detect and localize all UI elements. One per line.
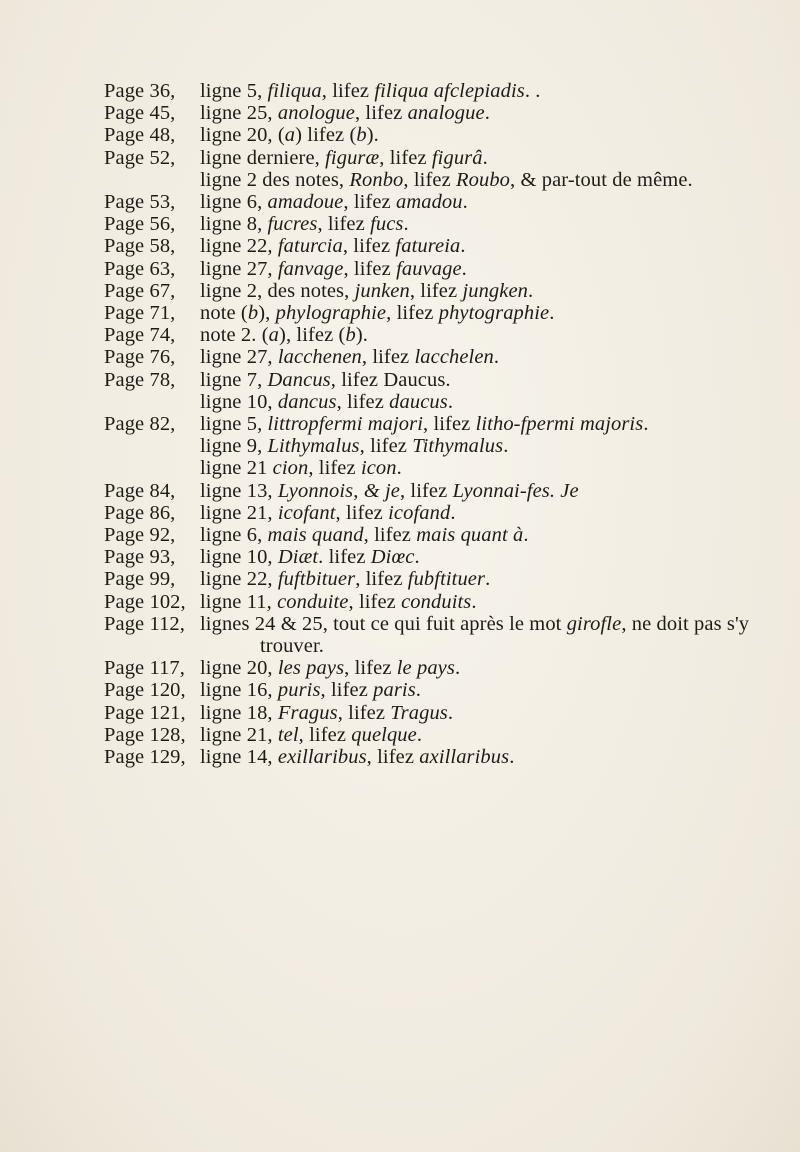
italic-term: a: [268, 324, 280, 347]
page-reference: Page 120,: [104, 679, 186, 702]
correction-text: ligne 14,: [200, 746, 278, 769]
errata-entry: [104, 657, 764, 679]
correction-line: [200, 724, 764, 746]
italic-term: figuræ: [325, 146, 380, 169]
correction-text: , lifez: [344, 657, 397, 680]
correction-text: , lifez: [343, 191, 396, 214]
page-reference: Page 48,: [104, 124, 176, 147]
correction-text: .: [503, 435, 509, 458]
page-reference: Page 63,: [104, 257, 176, 280]
italic-term: Tragus: [390, 701, 448, 724]
errata-entry: [104, 480, 764, 502]
correction-line: [200, 302, 764, 324]
correction-text: , lifez: [342, 235, 396, 258]
correction-text: lignes 24 & 25, tout ce qui fuit après le mot: [200, 612, 567, 635]
correction-text: ligne 20,: [200, 657, 278, 680]
correction-lines: [200, 324, 764, 346]
correction-line: [200, 546, 764, 568]
correction-text: .: [415, 679, 422, 702]
correction-text: .: [396, 457, 402, 480]
correction-text: .: [447, 390, 454, 413]
correction-text: ligne 21,: [200, 723, 278, 746]
correction-text: ligne 10,: [200, 390, 278, 413]
correction-lines: [200, 746, 764, 768]
correction-text: , lifez: [363, 524, 417, 547]
correction-text: , lifez: [386, 302, 439, 325]
page-reference: Page 117,: [104, 657, 185, 680]
correction-text: ligne 27,: [200, 346, 278, 369]
page-reference: Page 112,: [104, 612, 185, 635]
errata-entry: [104, 346, 764, 368]
page-reference: Page 74,: [104, 324, 176, 347]
page-reference: Page 99,: [104, 568, 176, 591]
correction-text: .: [460, 235, 466, 258]
correction-line: [200, 191, 764, 213]
italic-term: conduits: [401, 590, 472, 613]
page-reference: Page 84,: [104, 479, 176, 502]
correction-text: ).: [355, 324, 368, 347]
italic-term: filiqua afclepiadis: [374, 80, 525, 102]
errata-entry: [104, 546, 764, 568]
page-reference: Page 86,: [104, 501, 176, 524]
italic-term: fauvage: [396, 257, 462, 280]
errata-entry: [104, 302, 764, 324]
italic-term: Ronbo: [349, 168, 404, 191]
correction-text: ligne 13,: [200, 479, 278, 502]
correction-lines: [200, 124, 764, 146]
italic-term: Diæt: [277, 546, 319, 569]
correction-text: , lifez: [354, 102, 408, 125]
italic-term: amadoue: [267, 191, 344, 214]
italic-term: fucs: [370, 213, 404, 236]
correction-lines: [200, 702, 764, 724]
correction-text: , lifez: [423, 413, 476, 436]
correction-lines: [200, 724, 764, 746]
errata-entry: [104, 324, 764, 346]
correction-text: . lifez: [318, 546, 371, 569]
errata-entry: [104, 124, 764, 146]
correction-text: ligne 8,: [200, 213, 268, 236]
italic-term: paris: [373, 679, 416, 702]
correction-lines: [200, 524, 764, 546]
correction-lines: [200, 568, 764, 590]
italic-term: les pays: [277, 657, 345, 680]
correction-text: ),: [258, 302, 276, 325]
correction-line: [200, 524, 764, 546]
correction-text: ligne 11,: [200, 590, 278, 613]
page-reference: Page 128,: [104, 723, 186, 746]
correction-lines: [200, 147, 764, 191]
errata-entry: [104, 702, 764, 724]
page-reference: Page 76,: [104, 346, 176, 369]
correction-line: [200, 502, 764, 524]
errata-entry: [104, 80, 764, 102]
correction-line: [200, 391, 764, 413]
page-reference: Page 121,: [104, 701, 186, 724]
correction-line: [200, 369, 764, 391]
correction-text: , lifez: [320, 679, 374, 702]
correction-text: , lifez: [336, 390, 390, 413]
correction-text: . .: [524, 80, 541, 102]
correction-text: ligne 20, (: [200, 124, 285, 147]
correction-text: .: [509, 746, 515, 769]
italic-term: mais quand: [267, 524, 364, 547]
correction-line: [200, 346, 764, 368]
errata-entry: [104, 591, 764, 613]
errata-entry: [104, 568, 764, 590]
correction-text: , lifez: [379, 146, 432, 169]
correction-line: [200, 147, 764, 169]
italic-term: fuftbituer: [277, 568, 356, 591]
italic-term: le pays: [396, 657, 455, 680]
correction-lines: [200, 679, 764, 701]
errata-entry: [104, 147, 764, 191]
correction-lines: [200, 369, 764, 413]
correction-line: [200, 568, 764, 590]
page-reference: Page 93,: [104, 546, 176, 569]
correction-text: ligne 16,: [200, 679, 278, 702]
italic-term: dancus: [277, 390, 337, 413]
correction-text: , lifez: [355, 568, 408, 591]
italic-term: quelque: [351, 723, 417, 746]
correction-line: [200, 280, 764, 302]
correction-lines: [200, 591, 764, 613]
italic-term: Diœc: [370, 546, 415, 569]
correction-text: , lifez: [321, 80, 375, 102]
correction-line: [200, 413, 764, 435]
correction-text: ), lifez (: [279, 324, 346, 347]
correction-line: [200, 679, 764, 701]
correction-text: ligne 21: [200, 457, 273, 480]
correction-text: , lifez: [348, 590, 402, 613]
correction-text: note (: [200, 302, 248, 325]
correction-text: , lifez: [399, 479, 453, 502]
correction-line: [200, 169, 764, 191]
errata-list: [104, 80, 764, 768]
correction-text: , lifez: [335, 501, 389, 524]
italic-term: Fragus: [277, 701, 338, 724]
errata-entry: [104, 679, 764, 701]
page-reference: Page 129,: [104, 746, 186, 769]
correction-line: [200, 746, 764, 768]
correction-lines: [200, 613, 764, 657]
correction-text: ligne 22,: [200, 568, 278, 591]
italic-term: b: [345, 324, 356, 347]
italic-term: anologue: [277, 102, 355, 125]
correction-lines: [200, 235, 764, 257]
correction-text: ligne 6,: [200, 524, 268, 547]
correction-line: [200, 591, 764, 613]
correction-text: ligne 5,: [200, 413, 268, 436]
correction-lines: [200, 102, 764, 124]
page-reference: Page 71,: [104, 302, 176, 325]
italic-term: filiqua: [267, 80, 322, 102]
italic-term: fubftituer: [407, 568, 486, 591]
correction-lines: [200, 546, 764, 568]
correction-lines: [200, 657, 764, 679]
italic-term: lacchelen: [414, 346, 494, 369]
correction-line: [200, 258, 764, 280]
correction-text: ).: [366, 124, 379, 147]
correction-lines: [200, 280, 764, 302]
correction-line: [200, 213, 764, 235]
correction-text: ligne 2, des notes,: [200, 279, 355, 302]
correction-line: [200, 613, 764, 657]
italic-term: fanvage: [277, 257, 344, 280]
correction-text: , lifez: [337, 701, 391, 724]
page-reference: Page 102,: [104, 590, 186, 613]
italic-term: icofand: [388, 501, 451, 524]
italic-term: amadou: [395, 191, 463, 214]
italic-term: Tithymalus: [412, 435, 504, 458]
correction-text: , lifez: [366, 746, 420, 769]
correction-text: note 2. (: [200, 324, 269, 347]
correction-text: .: [549, 302, 555, 325]
correction-text: .: [493, 346, 500, 369]
italic-term: tel: [277, 723, 299, 746]
correction-text: .: [485, 568, 491, 591]
correction-text: .: [523, 524, 529, 547]
italic-term: fatureia: [395, 235, 461, 258]
correction-lines: [200, 80, 764, 102]
correction-text: .: [462, 191, 468, 214]
correction-text: ) lifez (: [295, 124, 357, 147]
errata-entry: [104, 213, 764, 235]
correction-text: .: [416, 723, 423, 746]
italic-term: & je: [363, 479, 400, 502]
correction-text: .: [461, 257, 467, 280]
page-reference: Page 58,: [104, 235, 176, 258]
italic-term: a: [284, 124, 296, 147]
italic-term: Roubo: [456, 168, 511, 191]
correction-text: ligne 22,: [200, 235, 278, 258]
correction-text: ligne 10,: [200, 546, 278, 569]
correction-text: .: [447, 701, 454, 724]
italic-term: Dancus: [267, 368, 331, 391]
errata-entry: [104, 413, 764, 480]
italic-term: daucus: [389, 390, 448, 413]
correction-text: , lifez: [359, 435, 413, 458]
italic-term: analogue: [407, 102, 485, 125]
errata-entry: [104, 502, 764, 524]
correction-line: [200, 480, 764, 502]
correction-text: .: [482, 146, 488, 169]
italic-term: cion: [272, 457, 309, 480]
italic-term: fucres: [267, 213, 318, 236]
errata-entry: [104, 524, 764, 546]
correction-line: [200, 702, 764, 724]
errata-entry: [104, 724, 764, 746]
correction-line: [200, 80, 764, 102]
correction-text: .: [450, 501, 456, 524]
correction-lines: [200, 480, 764, 502]
errata-entry: [104, 613, 764, 657]
italic-term: Lyonnai-fes. Je: [452, 479, 579, 502]
correction-text: ligne 25,: [200, 102, 278, 125]
correction-text: , lifez: [403, 168, 456, 191]
italic-term: b: [247, 302, 259, 325]
correction-text: ligne 7,: [200, 368, 268, 391]
italic-term: litho-fpermi majoris: [475, 413, 644, 436]
page-reference: Page 36,: [104, 80, 176, 102]
correction-text: , lifez: [361, 346, 415, 369]
page-reference: Page 78,: [104, 368, 176, 391]
correction-text: , lifez: [343, 257, 397, 280]
italic-term: icon: [360, 457, 397, 480]
italic-term: littropfermi majori: [267, 413, 423, 436]
errata-entry: [104, 369, 764, 413]
italic-term: puris: [277, 679, 321, 702]
italic-term: lacchenen: [277, 346, 362, 369]
correction-lines: [200, 502, 764, 524]
correction-text: ligne 2 des notes,: [200, 168, 350, 191]
correction-text: .: [484, 102, 490, 125]
correction-lines: [200, 346, 764, 368]
correction-text: ,: [353, 479, 364, 502]
correction-text: , lifez: [409, 279, 463, 302]
correction-text: ligne 5,: [200, 80, 268, 102]
correction-text: , lifez: [317, 213, 371, 236]
italic-term: mais quant à: [416, 524, 524, 547]
page-reference: Page 53,: [104, 191, 176, 214]
correction-line: [200, 124, 764, 146]
errata-entry: [104, 258, 764, 280]
correction-text: .: [471, 590, 477, 613]
correction-text: ligne 18,: [200, 701, 278, 724]
correction-text: ligne derniere,: [200, 146, 326, 169]
italic-term: phytographie: [438, 302, 550, 325]
correction-text: .: [403, 213, 409, 236]
italic-term: jungken: [462, 279, 529, 302]
correction-text: , lifez: [298, 723, 352, 746]
correction-text: ligne 9,: [200, 435, 268, 458]
correction-line: [200, 657, 764, 679]
correction-text: , & par-tout de même.: [510, 168, 693, 191]
correction-line: [200, 102, 764, 124]
italic-term: b: [356, 124, 367, 147]
correction-text: , ne doit pas s'y trouver.: [260, 612, 750, 658]
italic-term: phylographie: [275, 302, 387, 325]
correction-lines: [200, 302, 764, 324]
italic-term: axillaribus: [419, 746, 510, 769]
page-reference: Page 56,: [104, 213, 176, 236]
italic-term: icofant: [277, 501, 336, 524]
correction-lines: [200, 213, 764, 235]
page-reference: Page 67,: [104, 279, 176, 302]
italic-term: faturcia: [277, 235, 343, 258]
correction-lines: [200, 191, 764, 213]
italic-term: exillaribus: [277, 746, 367, 769]
page-reference: Page 52,: [104, 146, 176, 169]
correction-text: ligne 21,: [200, 501, 278, 524]
correction-text: , lifez: [308, 457, 361, 480]
correction-text: .: [643, 413, 649, 436]
italic-term: conduite: [277, 590, 349, 613]
correction-line: [200, 435, 764, 457]
correction-line: [200, 324, 764, 346]
italic-term: Lyonnois: [277, 479, 354, 502]
errata-entry: [104, 280, 764, 302]
errata-entry: [104, 235, 764, 257]
page-reference: Page 92,: [104, 524, 176, 547]
page-reference: Page 45,: [104, 102, 176, 125]
errata-entry: [104, 102, 764, 124]
correction-line: [200, 235, 764, 257]
italic-term: junken: [354, 279, 410, 302]
correction-text: ligne 6,: [200, 191, 268, 214]
italic-term: Lithymalus: [267, 435, 360, 458]
correction-text: .: [414, 546, 420, 569]
correction-text: ligne 27,: [200, 257, 278, 280]
correction-text: .: [454, 657, 461, 680]
page-reference: Page 82,: [104, 413, 176, 436]
correction-lines: [200, 258, 764, 280]
italic-term: figurâ: [431, 146, 483, 169]
errata-entry: [104, 746, 764, 768]
italic-term: girofle: [566, 612, 622, 635]
correction-line: [200, 457, 764, 479]
correction-text: , lifez Daucus.: [330, 368, 451, 391]
correction-text: .: [528, 279, 534, 302]
correction-lines: [200, 413, 764, 480]
errata-entry: [104, 191, 764, 213]
